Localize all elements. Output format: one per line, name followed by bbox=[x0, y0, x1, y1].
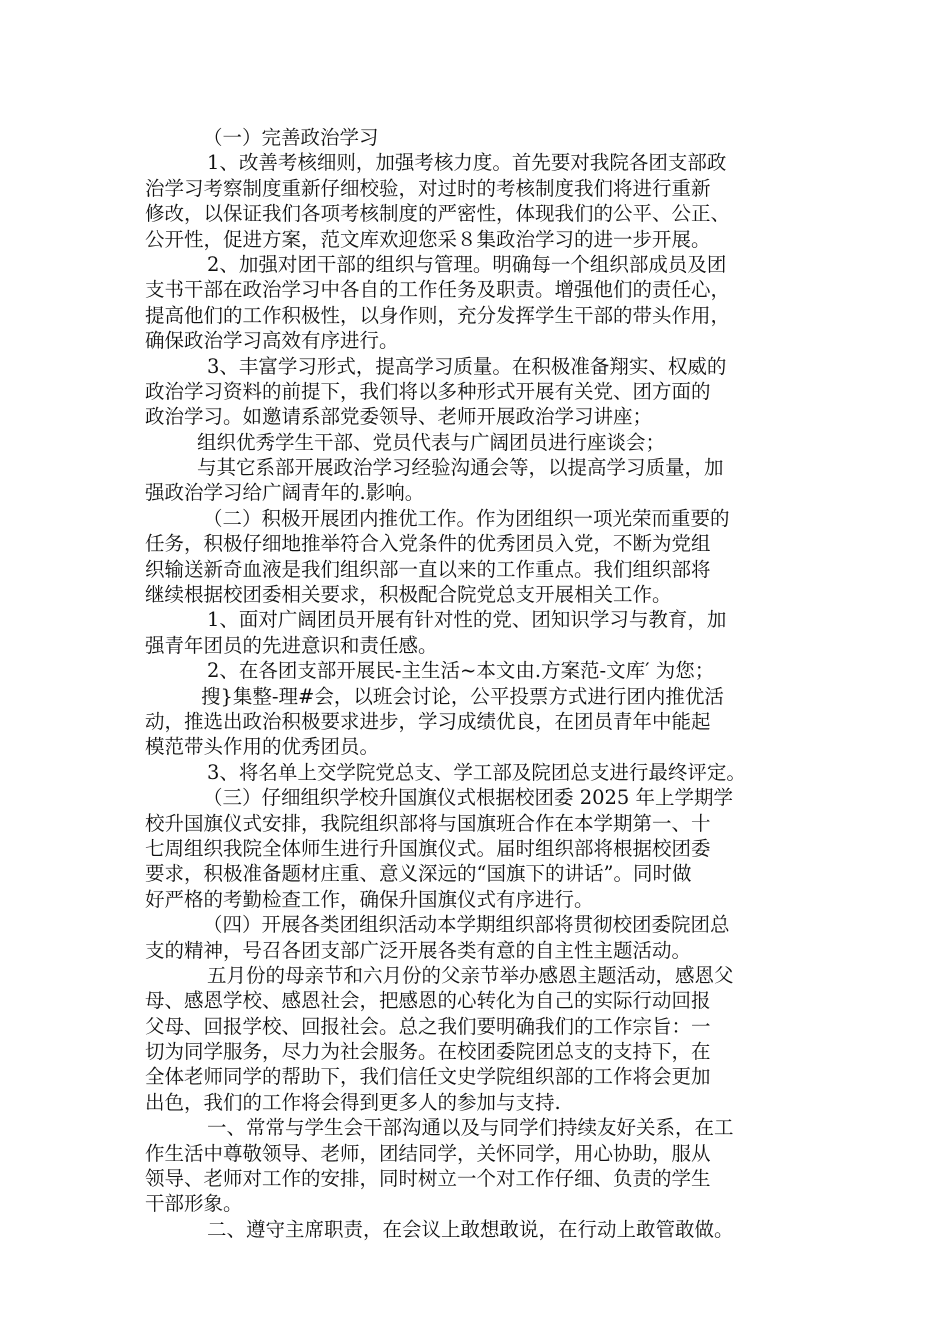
paragraph-line: 治学习考察制度重新仔细校验，对过时的考核制度我们将进行重新 bbox=[145, 176, 711, 200]
paragraph-line: 切为同学服务，尽力为社会服务。在校团委院团总支的支持下，在 bbox=[145, 1040, 711, 1064]
paragraph-line: 五月份的母亲节和六月份的父亲节举办感恩主题活动，感恩父 bbox=[207, 963, 734, 987]
paragraph-line: 领导、老师对工作的安排，同时树立一个对工作仔细、负责的学生 bbox=[145, 1167, 711, 1191]
heading-recommend-excellent: （二）积极开展团内推优工作。作为团组织一项光荣而重要的 bbox=[203, 506, 730, 530]
paragraph-line: 2、在各团支部开展民-主生活~本文由.方案范-文库′ 为您； bbox=[207, 659, 715, 683]
paragraph-line: 与其它系部开展政治学习经验沟通会等，以提高学习质量，加 bbox=[197, 456, 724, 480]
heading-league-activities: （四）开展各类团组织活动本学期组织部将贯彻校团委院团总 bbox=[203, 913, 730, 937]
paragraph-line: 强政治学习给广阔青年的.影响。 bbox=[145, 481, 425, 505]
document-body bbox=[145, 125, 815, 1242]
paragraph-line: 2、加强对团干部的组织与管理。明确每一个组织部成员及团 bbox=[207, 252, 727, 276]
paragraph-line: 动，推选出政治积极要求进步，学习成绩优良，在团员青年中能起 bbox=[145, 709, 711, 733]
paragraph-line: 全体老师同学的帮助下，我们信任文史学院组织部的工作将会更加 bbox=[145, 1065, 711, 1089]
paragraph-line: 好严格的考勤检查工作，确保升国旗仪式有序进行。 bbox=[145, 887, 594, 911]
paragraph-line: 1、改善考核细则，加强考核力度。首先要对我院各团支部政 bbox=[207, 151, 727, 175]
paragraph-line: 3、丰富学习形式，提高学习质量。在积极准备翔实、权威的 bbox=[207, 354, 727, 378]
paragraph-line: 七周组织我院全体师生进行升国旗仪式。届时组织部将根据校团委 bbox=[145, 836, 711, 860]
paragraph-line: 要求，积极准备题材庄重、意义深远的“国旗下的讲话”。同时做 bbox=[145, 862, 692, 886]
paragraph-line: 织输送新奇血液是我们组织部一直以来的工作重点。我们组织部将 bbox=[145, 557, 711, 581]
paragraph-line: 修改，以保证我们各项考核制度的严密性，体现我们的公平、公正、 bbox=[145, 202, 731, 226]
paragraph-line: 确保政治学习高效有序进行。 bbox=[145, 329, 399, 353]
paragraph-line: 任务，积极仔细地推举符合入党条件的优秀团员入党，不断为党组 bbox=[145, 532, 711, 556]
paragraph-line: 校升国旗仪式安排，我院组织部将与国旗班合作在本学期第一、十 bbox=[145, 811, 711, 835]
paragraph-line: 母、感恩学校、感恩社会，把感恩的心转化为自己的实际行动回报 bbox=[145, 989, 711, 1013]
paragraph-line: 强青年团员的先进意识和责任感。 bbox=[145, 633, 438, 657]
paragraph-line: 父母、回报学校、回报社会。总之我们要明确我们的工作宗旨：一 bbox=[145, 1014, 711, 1038]
paragraph-line: 继续根据校团委相关要求，积极配合院党总支开展相关工作。 bbox=[145, 583, 672, 607]
paragraph-line: 政治学习。如邀请系部党委领导、老师开展政治学习讲座； bbox=[145, 405, 653, 429]
paragraph-line: 公开性，促进方案，范文库欢迎您采８集政治学习的进一步开展。 bbox=[145, 227, 711, 251]
paragraph-line: 二、遵守主席职责，在会议上敢想敢说，在行动上敢管敢做。 bbox=[207, 1217, 734, 1241]
heading-flag-ceremony: （三）仔细组织学校升国旗仪式根据校团委 2025 年上学期学 bbox=[203, 786, 734, 810]
paragraph-line: 作生活中尊敬领导、老师，团结同学，关怀同学，用心协助，服从 bbox=[145, 1141, 711, 1165]
paragraph-line: 1、面对广阔团员开展有针对性的党、团知识学习与教育，加 bbox=[207, 608, 727, 632]
paragraph-line: 政治学习资料的前提下，我们将以多种形式开展有关党、团方面的 bbox=[145, 379, 711, 403]
paragraph-line: 支书干部在政治学习中各自的工作任务及职责。增强他们的责任心， bbox=[145, 278, 731, 302]
paragraph-line: 提高他们的工作积极性，以身作则，充分发挥学生干部的带头作用， bbox=[145, 303, 731, 327]
paragraph-line: 出色，我们的工作将会得到更多人的参加与支持. bbox=[145, 1090, 561, 1114]
paragraph-line: 组织优秀学生干部、党员代表与广阔团员进行座谈会； bbox=[197, 430, 666, 454]
paragraph-line: 干部形象。 bbox=[145, 1192, 243, 1216]
paragraph-line: 3、将名单上交学院党总支、学工部及院团总支进行最终评定。 bbox=[207, 760, 746, 784]
paragraph-line: 一、常常与学生会干部沟通以及与同学们持续友好关系，在工 bbox=[207, 1116, 734, 1140]
paragraph-line: 搜}集整-理#会，以班会讨论，公平投票方式进行团内推优活 bbox=[201, 684, 724, 708]
heading-political-study: （一）完善政治学习 bbox=[203, 126, 379, 149]
paragraph-line: 模范带头作用的优秀团员。 bbox=[145, 735, 380, 759]
paragraph-line: 支的精神，号召各团支部广泛开展各类有意的自主性主题活动。 bbox=[145, 938, 692, 962]
